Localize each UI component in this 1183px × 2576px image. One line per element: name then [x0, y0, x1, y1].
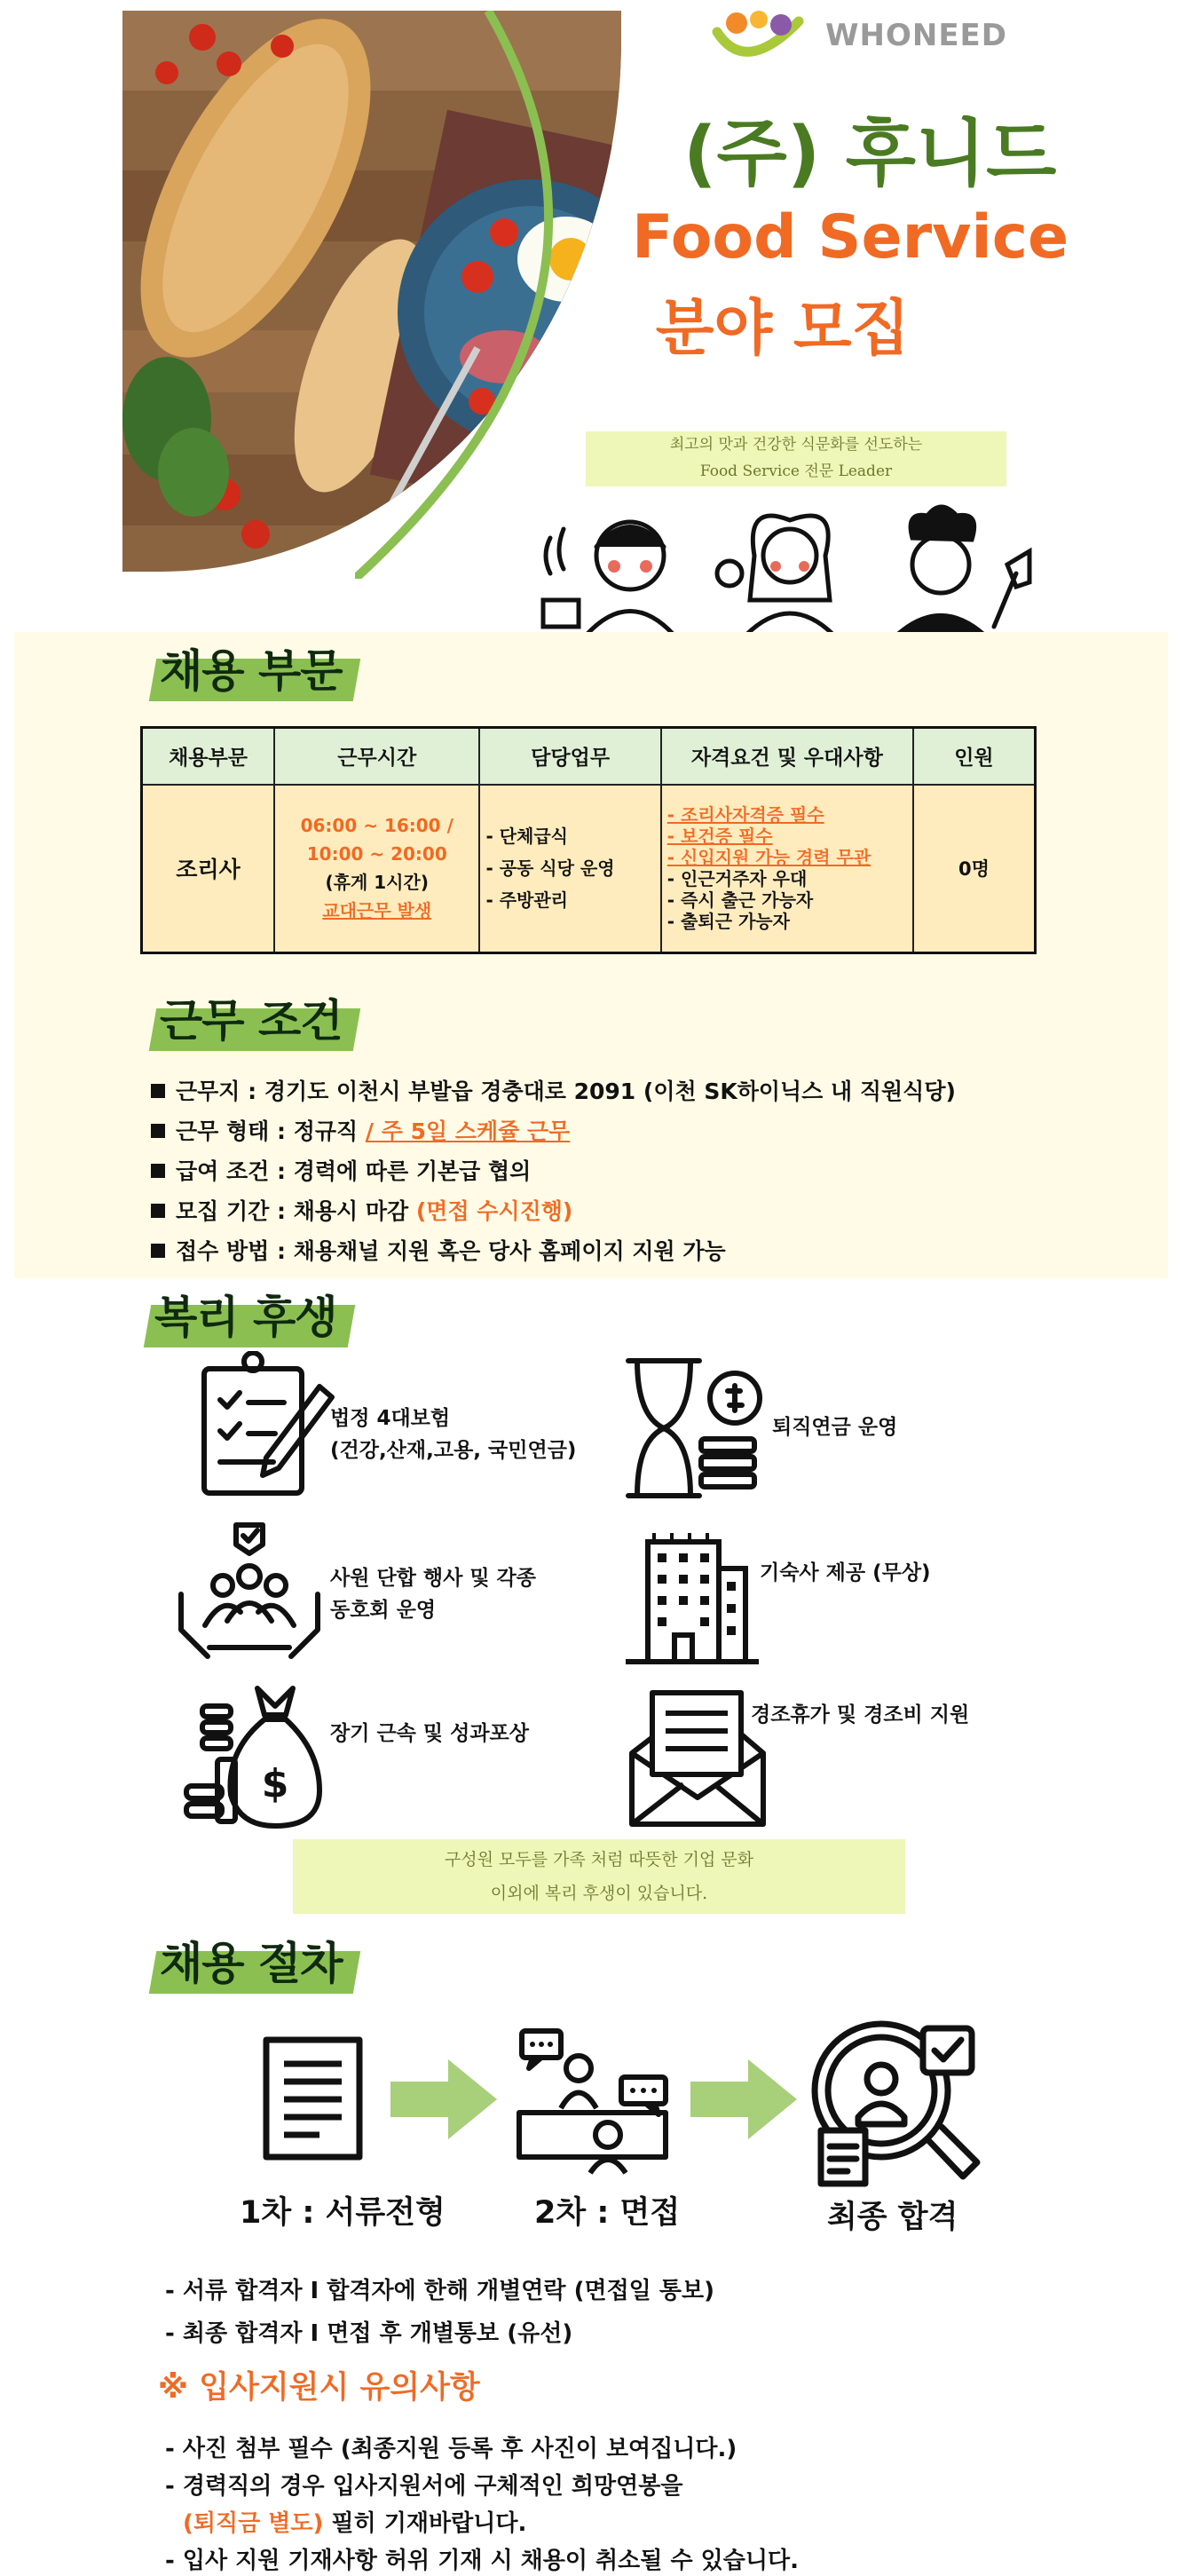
- section-title: 근무 조건: [160, 995, 343, 1047]
- arrow-right-icon: [390, 2059, 497, 2139]
- process-note: - 최종 합격자 I 면접 후 개별통보 (유선): [165, 2320, 573, 2347]
- condition-method: [151, 1234, 726, 1266]
- duty-item: - 주방관리: [485, 889, 568, 912]
- position-cell: 조리사: [142, 785, 275, 953]
- table-header: 인원: [913, 728, 1036, 785]
- section-process-heading: [147, 1924, 357, 1992]
- caution-title: ※ 입사지원시 유의사항: [158, 2370, 480, 2406]
- interview-icon: [515, 2024, 674, 2175]
- benefit-line1: 사원 단합 행사 및 각종: [330, 1567, 536, 1590]
- time-line1: 06:00 ~ 16:00 /: [300, 815, 453, 837]
- benefit-text: [330, 1562, 536, 1626]
- section-title: 채용 절차: [160, 1938, 343, 1989]
- caution-highlight: (퇴직금 별도): [183, 2510, 324, 2537]
- step-label: 최종 합격: [827, 2200, 958, 2235]
- benefit-text: [772, 1411, 897, 1443]
- benefit-line1: 퇴직연금 운영: [772, 1416, 898, 1439]
- qualification-item: - 신입지원 가능 경력 무관: [666, 847, 871, 869]
- time-line4: 교대근무 발생: [322, 900, 432, 922]
- qualification-item: - 보건증 필수: [666, 826, 773, 848]
- clipboard-checklist-icon: [186, 1351, 337, 1502]
- qualification-item: - 인근거주자 우대: [666, 868, 808, 890]
- process-note: - 서류 합격자 I 합격자에 한해 개별연락 (면접일 통보): [165, 2278, 714, 2304]
- section-conditions-heading: [147, 982, 357, 1049]
- money-bag-icon: [177, 1679, 328, 1830]
- benefit-text: [760, 1557, 931, 1589]
- table-row: [142, 785, 1036, 953]
- section-recruitment-heading: [147, 632, 357, 699]
- condition-salary: [151, 1154, 531, 1186]
- duties-cell: [479, 785, 660, 953]
- condition-period: [151, 1194, 572, 1226]
- qualifications-cell: [661, 785, 913, 953]
- slogan-line2: Food Service 전문 Leader: [699, 462, 893, 480]
- benefit-text: [751, 1699, 969, 1731]
- condition-text: 근무지 : 경기도 이천시 부발읍 경충대로 2091 (이천 SK하이닉스 내 직원식당): [176, 1079, 956, 1104]
- headline-line2: 분야 모집: [655, 294, 911, 364]
- hero-green-arc: [355, 11, 639, 579]
- condition-type: [151, 1114, 570, 1146]
- table-header: 자격요건 및 우대사항: [661, 728, 913, 785]
- slogan-box: [586, 431, 1006, 486]
- time-line3: (휴게 1시간): [325, 872, 429, 894]
- caution-line: [183, 2505, 526, 2538]
- staff-characters-illustration: [532, 502, 1047, 636]
- building-icon: [617, 1520, 768, 1671]
- time-line2: 10:00 ~ 20:00: [306, 843, 447, 865]
- caution-text: 필히 기재바랍니다.: [323, 2510, 527, 2537]
- headcount-cell: 0명: [913, 785, 1036, 953]
- condition-text: 접수 방법 : 채용채널 지원 혹은 당사 홈페이지 지원 가능: [176, 1238, 726, 1264]
- caution-line: - 입사 지원 기재사항 허위 기재 시 채용이 취소될 수 있습니다.: [165, 2548, 799, 2574]
- benefit-line2: 동호회 운영: [330, 1599, 437, 1622]
- table-header-row: [142, 728, 1036, 785]
- benefit-line1: 법정 4대보험: [330, 1407, 451, 1430]
- slogan-line1: 최고의 맛과 건강한 식문화를 선도하는: [669, 436, 923, 454]
- hourglass-coins-icon: [619, 1354, 770, 1505]
- envelope-icon: [621, 1682, 772, 1833]
- section-title: 채용 부문: [160, 645, 343, 697]
- headline-line1: Food Service: [632, 202, 1069, 273]
- company-name: (주) 후니드: [683, 112, 1057, 196]
- table-header: 담당업무: [479, 728, 660, 785]
- document-icon: [257, 2033, 373, 2166]
- svg-text:$: $: [261, 1761, 289, 1806]
- welfare-note-line2: 이외에 복리 후생이 있습니다.: [490, 1884, 708, 1903]
- condition-text: 근무 형태 : 정규직: [176, 1118, 366, 1144]
- caution-line: - 경력직의 경우 입사지원서에 구체적인 희망연봉을: [165, 2473, 683, 2500]
- benefit-text: [330, 1718, 529, 1750]
- caution-line: - 사진 첨부 필수 (최종지원 등록 후 사진이 보여집니다.): [165, 2436, 737, 2462]
- step-label: 1차 : 서류전형: [240, 2195, 446, 2231]
- section-title: 복리 후생: [154, 1292, 337, 1343]
- benefit-line1: 경조휴가 및 경조비 지원: [751, 1703, 970, 1727]
- qualification-item: - 출퇴근 가능자: [666, 911, 790, 933]
- final-selection-icon: [803, 2015, 990, 2193]
- welfare-note-box: [293, 1839, 905, 1914]
- welfare-note-line1: 구성원 모두를 가족 처럼 따뜻한 기업 문화: [444, 1850, 754, 1869]
- condition-text: 모집 기간 : 채용시 마감: [176, 1198, 416, 1224]
- condition-highlight: / 주 5일 스케쥴 근무: [365, 1118, 571, 1144]
- logo-text: WHONEED: [825, 18, 1007, 53]
- section-benefits-heading: [142, 1278, 351, 1346]
- qualification-item: - 조리사자격증 필수: [666, 804, 824, 826]
- condition-workplace: [151, 1074, 956, 1106]
- condition-text: 급여 조건 : 경력에 따른 기본급 협의: [176, 1158, 532, 1184]
- recruitment-table: [140, 726, 1037, 954]
- duty-item: - 공동 식당 운영: [485, 857, 615, 880]
- work-time-cell: [274, 785, 479, 953]
- arrow-right-icon: [690, 2059, 797, 2139]
- benefit-text: [330, 1403, 576, 1466]
- benefit-line1: 기숙사 제공 (무상): [760, 1561, 931, 1584]
- step-label: 2차 : 면접: [534, 2195, 681, 2231]
- benefit-line1: 장기 근속 및 성과포상: [330, 1722, 529, 1745]
- table-header: 채용부문: [142, 728, 275, 785]
- condition-highlight: (면접 수시진행): [415, 1198, 573, 1224]
- table-header: 근무시간: [274, 728, 479, 785]
- qualification-item: - 즉시 출근 가능자: [666, 889, 814, 912]
- benefit-line2: (건강,산재,고용, 국민연금): [330, 1439, 577, 1462]
- duty-item: - 단체급식: [485, 826, 568, 848]
- team-group-icon: [174, 1514, 325, 1665]
